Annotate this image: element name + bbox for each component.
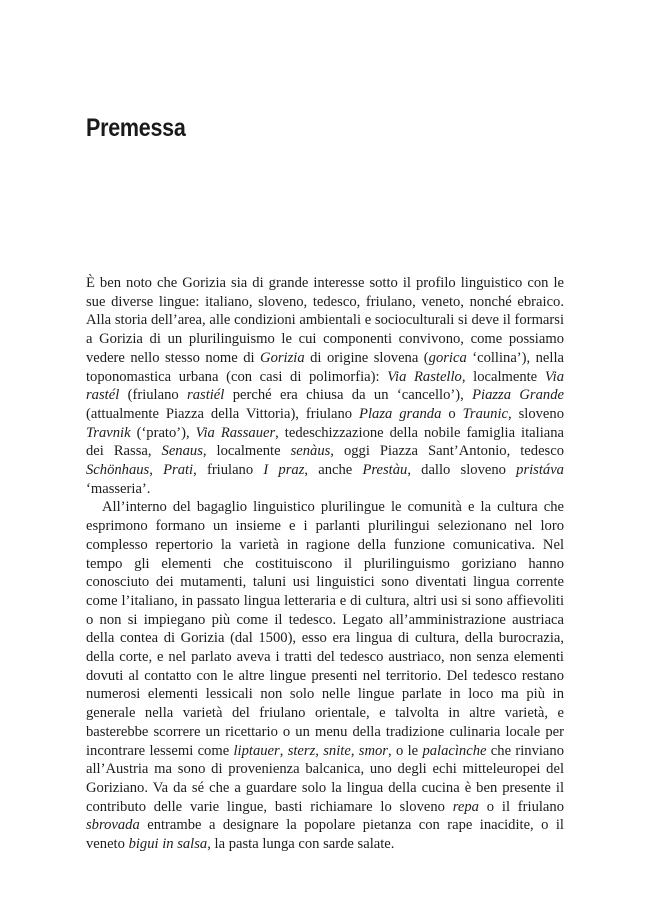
- italic-term: Via rastél: [86, 368, 564, 404]
- italic-term: Schönhaus: [86, 462, 150, 479]
- page-title: Premessa: [86, 114, 186, 142]
- text-run: , localmente: [202, 443, 291, 460]
- italic-term: sbrovada: [86, 817, 140, 834]
- italic-term: Piazza Grande: [472, 387, 564, 404]
- italic-term: rastiél: [187, 387, 225, 404]
- text-run: , friulano: [193, 462, 264, 479]
- text-run: ,: [149, 462, 164, 479]
- body-text: [86, 274, 564, 854]
- text-run: ,: [350, 742, 359, 759]
- italic-term: I praz: [263, 462, 305, 479]
- italic-term: palacìnche: [422, 742, 487, 759]
- text-run: È ben noto che Gorizia sia di grande interesse sotto il profilo linguistico con le sue diverse lingue: italiano, sloveno, tedesco, friulano, veneto, nonché ebraico. Alla storia dell’area, alle condizioni ambientali e socioculturali si deve il formarsi a Gorizia di un plurilinguismo le cui componenti convivono, come possiamo vedere nello stesso nome di: [86, 275, 564, 366]
- italic-term: Plaza granda: [359, 405, 442, 422]
- paragraph: [86, 498, 564, 853]
- italic-term: repa: [452, 798, 479, 815]
- paragraph: [86, 274, 564, 498]
- italic-term: sterz: [287, 742, 316, 759]
- text-run: ‘masseria’.: [86, 480, 151, 497]
- text-run: o il friulano: [478, 798, 564, 815]
- italic-term: Via Rassauer: [195, 424, 276, 441]
- italic-term: Via Rastello: [387, 368, 462, 385]
- italic-term: snite: [323, 742, 351, 759]
- text-run: , o le: [387, 742, 423, 759]
- text-run: All’interno del bagaglio linguistico plurilingue le comunità e la cultura che esprimono formano un insieme e i parlanti plurilingui selezionano nel loro complesso repertorio la varietà in ragione della funzione comunicativa. Nel tempo gli elementi che costituiscono il plurilinguismo goriziano hanno conosciuto dei mutamenti, taluni usi linguistici sono diventati lingua corrente come l’italiano, in passato lingua letteraria e di cultura, altri usi si sono affievoliti o non si impiegano più come il tedesco. Legato all’amministrazione austriaca della contea di Gorizia (dal 1500), esso era lingua di cultura, della burocrazia, della corte, e nel parlato aveva i tratti del tedesco austriaco, non senza elementi dovuti al contatto con le altre lingue presenti nel territorio. Del tedesco restano numerosi elementi lessicali non solo nelle lingue parlate in loco ma più in generale nella varietà del friulano orientale, e talvolta in altre varietà, e basterebbe scorrere un ricettario o un menu della tradizione culinaria locale per incontrare lessemi come: [86, 499, 564, 759]
- italic-term: Gorizia: [260, 349, 305, 366]
- text-run: , oggi Piazza Sant’Antonio, tedesco: [330, 443, 565, 460]
- text-run: ‘collina’), nella toponomastica urbana (con casi di polimorfia):: [86, 349, 564, 385]
- text-run: (‘prato’),: [130, 424, 196, 441]
- text-run: ,: [315, 742, 324, 759]
- text-run: che rinviano all’Austria ma sono di provenienza balcanica, uno degli echi mitteleuropei del Goriziano. Va da sé che a guardare solo la lingua della cucina è ben presente il contributo delle varie lingue, basti richiamare lo sloveno: [86, 742, 564, 815]
- italic-term: senàus: [290, 443, 331, 460]
- text-run: entrambe a designare la popolare pietanza con rape inacidite, o il veneto: [86, 817, 564, 853]
- italic-term: gorica: [428, 349, 467, 366]
- text-run: , sloveno: [508, 405, 565, 422]
- text-run: (attualmente Piazza della Vittoria), friulano: [86, 405, 360, 422]
- text-run: o: [441, 405, 463, 422]
- text-run: ,: [279, 742, 288, 759]
- italic-term: Traunic: [462, 405, 509, 422]
- text-run: , anche: [304, 462, 363, 479]
- italic-term: Senaus: [161, 443, 203, 460]
- text-run: (friulano: [119, 387, 188, 404]
- text-run: , localmente: [461, 368, 545, 385]
- italic-term: bigui in salsa: [128, 836, 208, 853]
- text-run: di origine slovena (: [304, 349, 429, 366]
- italic-term: smor: [358, 742, 388, 759]
- text-run: , la pasta lunga con sarde salate.: [207, 836, 395, 853]
- text-run: , dallo sloveno: [407, 462, 517, 479]
- italic-term: Travnik: [86, 424, 131, 441]
- text-run: , tedeschizzazione della nobile famiglia italiana dei Rassa,: [86, 424, 565, 460]
- text-run: perché era chiusa da un ‘cancello’),: [224, 387, 473, 404]
- italic-term: pristáva: [516, 462, 564, 479]
- italic-term: Prestàu: [362, 462, 408, 479]
- italic-term: Prati: [163, 462, 194, 479]
- italic-term: liptauer: [233, 742, 280, 759]
